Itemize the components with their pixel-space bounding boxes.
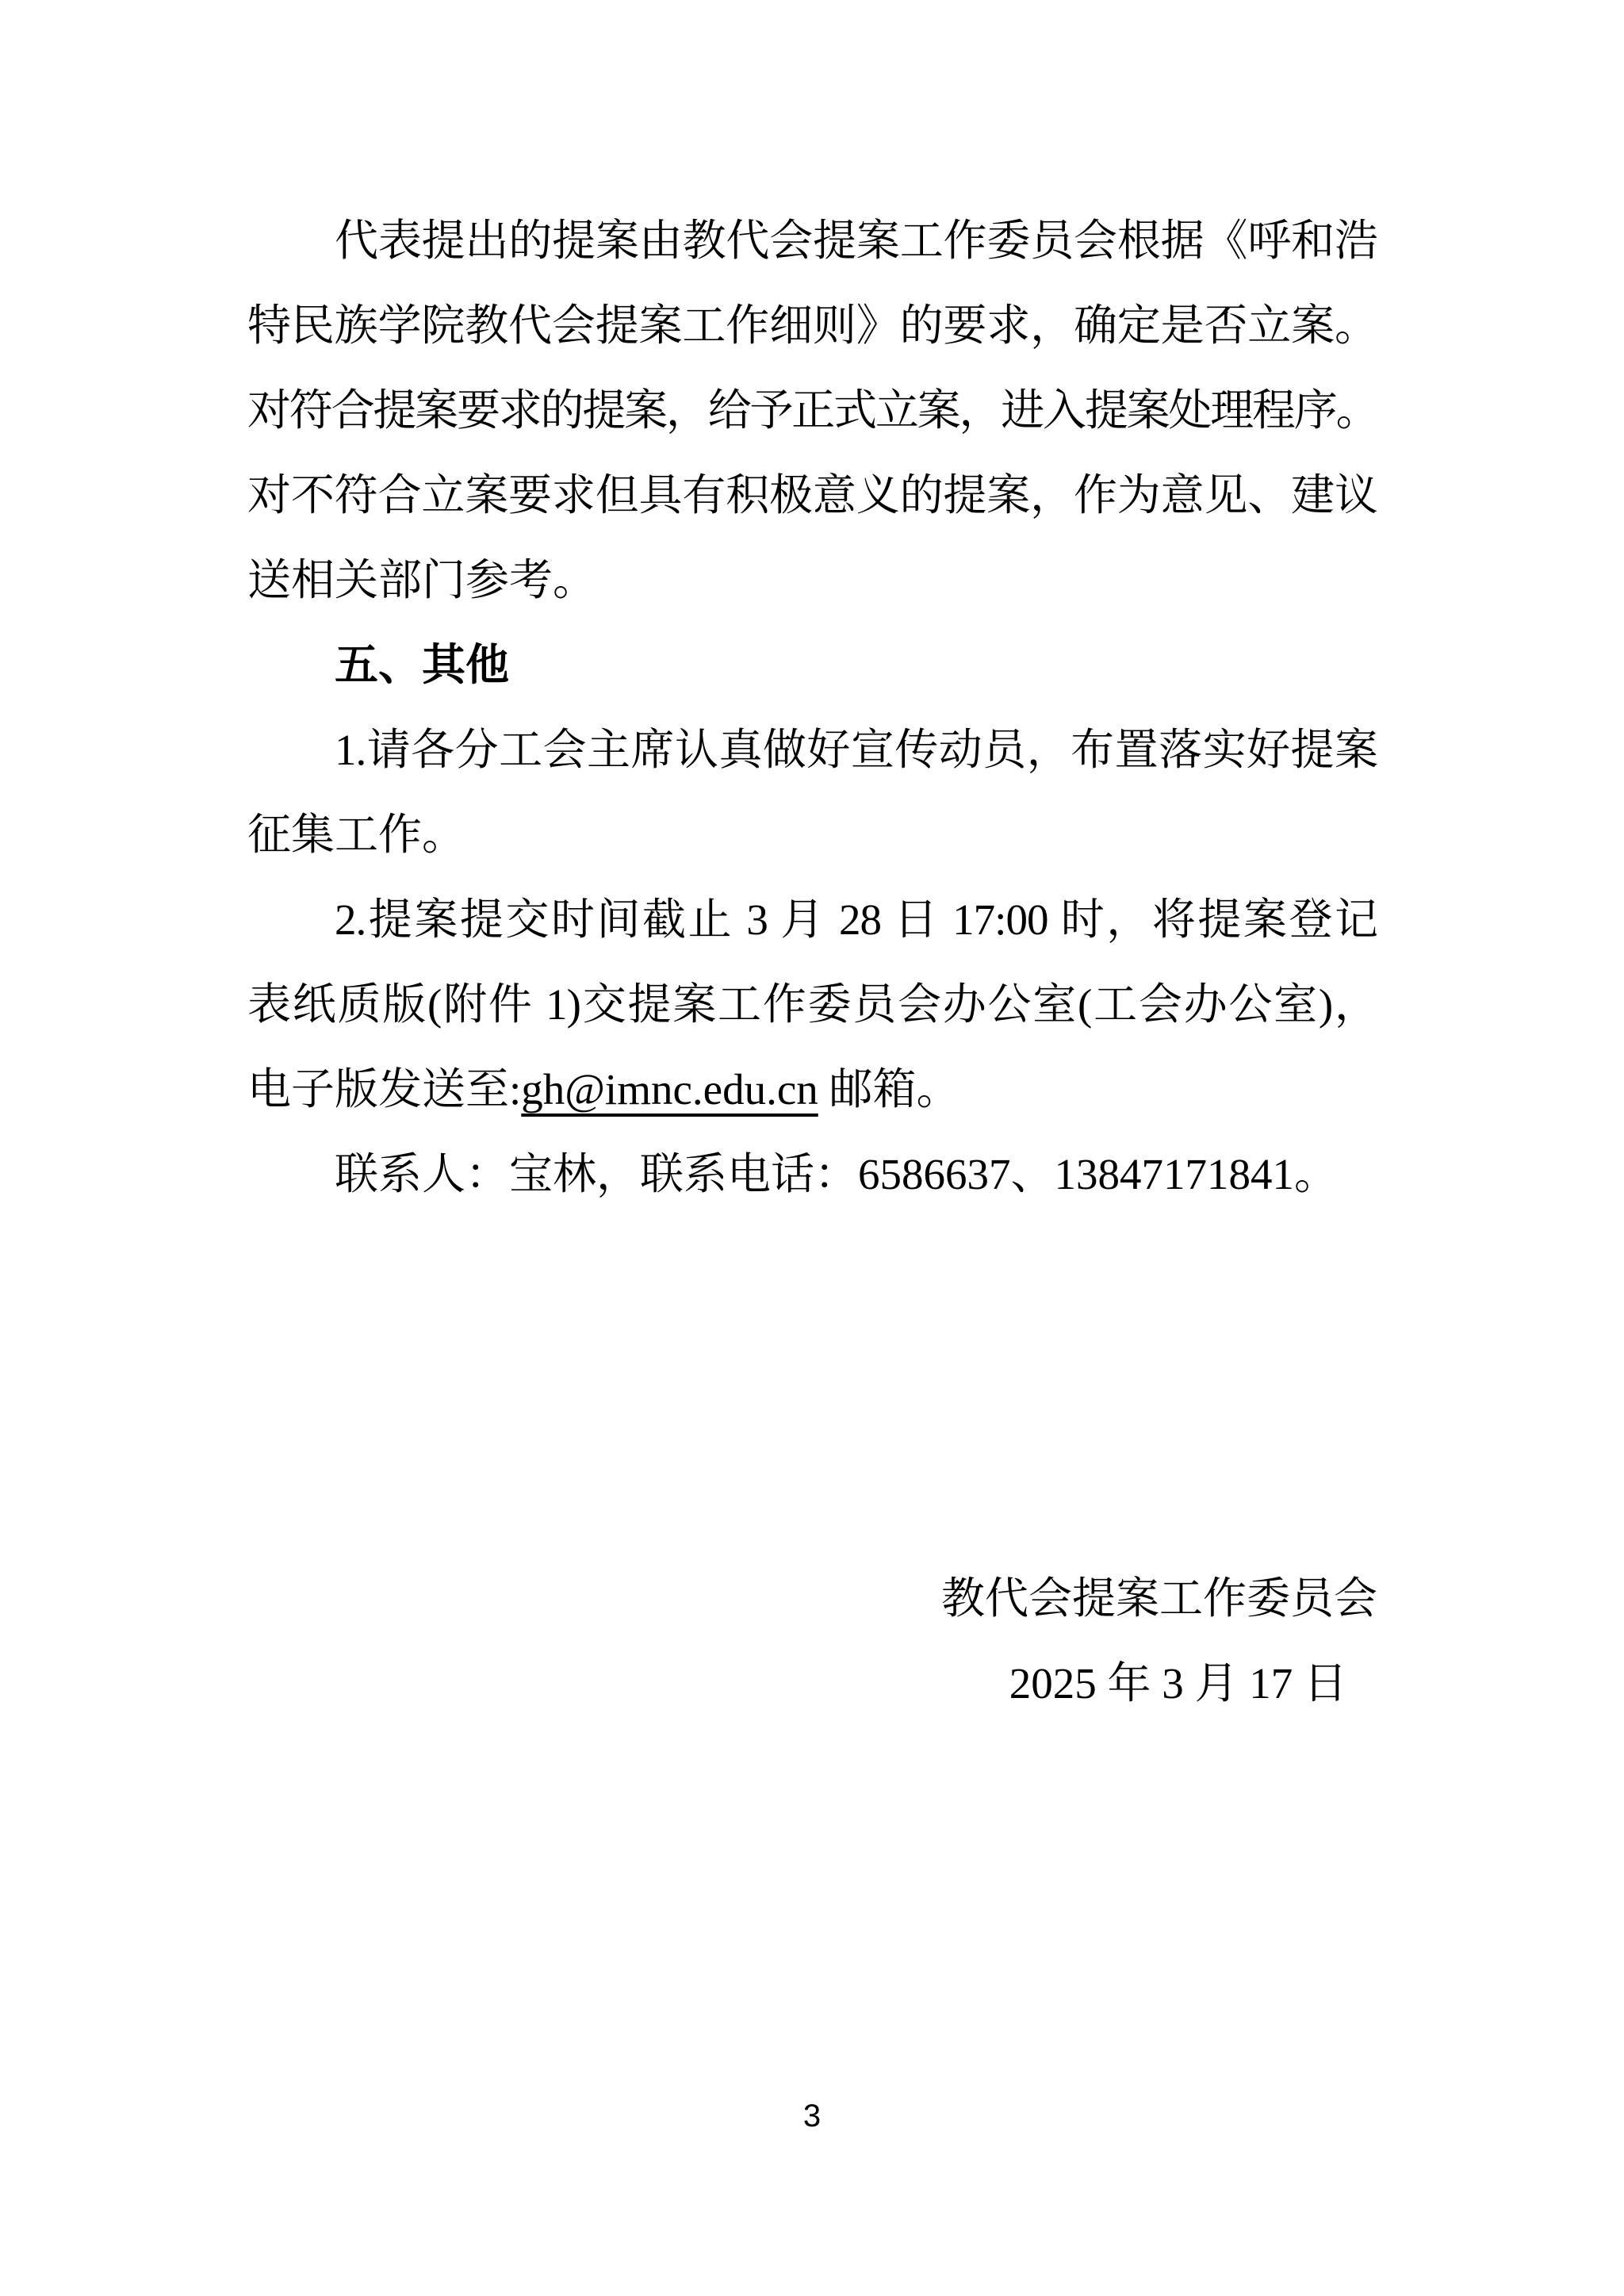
body-line: 1.请各分工会主席认真做好宣传动员，布置落实好提案 [335, 726, 1377, 774]
body-line: 送相关部门参考。 [247, 556, 597, 604]
body-line: 代表提出的提案由教代会提案工作委员会根据《呼和浩 [335, 217, 1377, 265]
body-line: 2.提案提交时间截止 3 月 28 日 17:00 时，将提案登记 [335, 895, 1377, 944]
body-line: 表纸质版(附件 1)交提案工作委员会办公室(工会办公室)， [247, 980, 1377, 1029]
document-body [247, 198, 1377, 1217]
email-link[interactable]: gh@imnc.edu.cn [521, 1065, 818, 1114]
contact-line: 联系人：宝林，联系电话：6586637、13847171841。 [335, 1150, 1339, 1198]
body-line: 特民族学院教代会提案工作细则》的要求，确定是否立案。 [247, 301, 1377, 350]
page-number: 3 [802, 2099, 822, 2133]
section-heading: 五、其他 [335, 640, 510, 689]
email-suffix: 邮箱。 [818, 1065, 960, 1114]
body-line-email [247, 1047, 1377, 1132]
body-line: 征集工作。 [247, 811, 466, 859]
body-line: 对不符合立案要求但具有积极意义的提案，作为意见、建议 [247, 471, 1377, 519]
signature-block [247, 1556, 1377, 1726]
signature-org: 教代会提案工作委员会 [940, 1574, 1377, 1623]
signature-date: 2025 年 3 月 17 日 [1009, 1659, 1347, 1708]
email-prefix: 电子版发送至: [247, 1065, 522, 1114]
body-line: 对符合提案要求的提案，给予正式立案，进入提案处理程序。 [247, 386, 1377, 435]
